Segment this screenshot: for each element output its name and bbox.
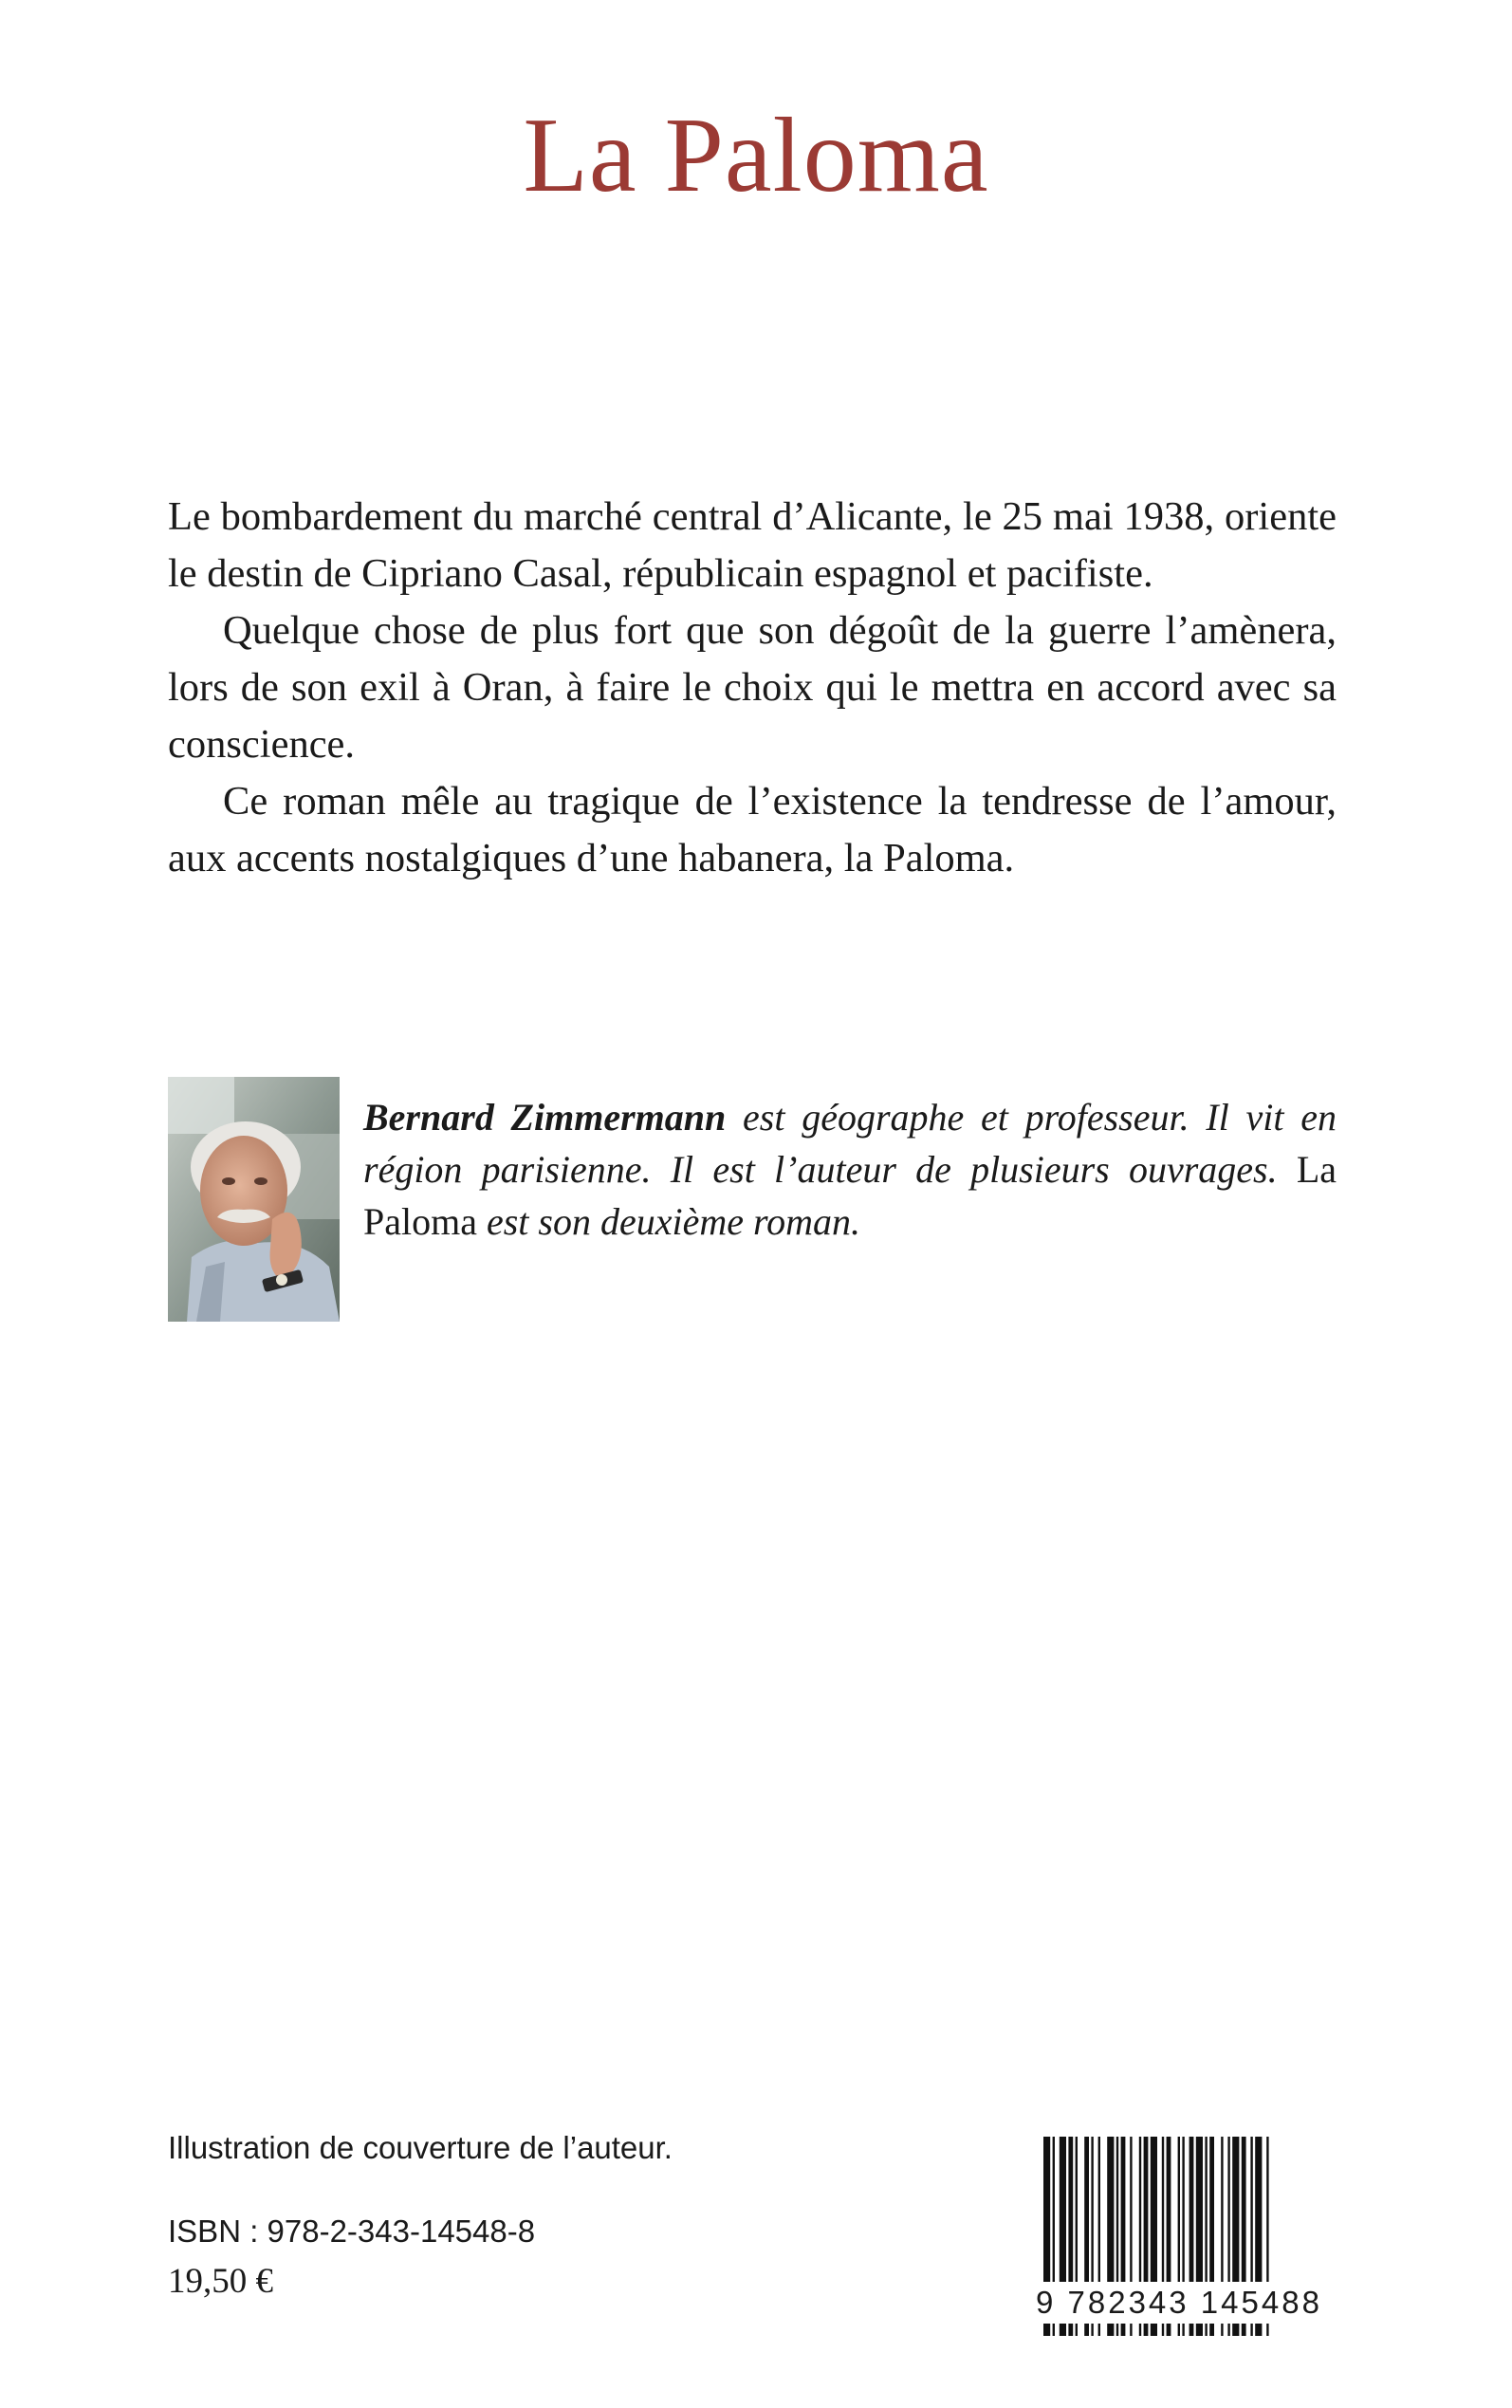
bio-text: est géographe et professeur. Il vit en région parisienne. Il est l’auteur de plusieurs ouvrages.	[363, 1096, 1337, 1191]
author-bio	[363, 1091, 1337, 1248]
illustration-credit: Illustration de couverture de l’auteur.	[168, 2130, 673, 2165]
synopsis	[168, 489, 1337, 887]
synopsis-paragraph: Quelque chose de plus fort que son dégoût de la guerre l’amènera, lors de son exil à Oran, à faire le choix qui le mettra en accord avec sa conscience.	[168, 608, 1337, 767]
synopsis-paragraph: Le bombardement du marché central d’Alicante, le 25 mai 1938, oriente le destin de Cipriano Casal, républicain espagnol et pacifiste.	[168, 494, 1337, 596]
author-name: Bernard Zimmermann	[363, 1096, 727, 1139]
bio-book-ref: La Paloma	[363, 1148, 1337, 1243]
synopsis-paragraph: Ce roman mêle au tragique de l’existence la tendresse de l’amour, aux accents nostalgiques d’une habanera, la Paloma.	[168, 779, 1337, 880]
price: 19,50 €	[168, 2262, 273, 2301]
isbn: ISBN : 978-2-343-14548-8	[168, 2214, 536, 2249]
barcode-digits: 9 782343 145488	[1036, 2282, 1337, 2324]
bio-text-end: est son deuxième roman.	[476, 1200, 860, 1243]
book-title: La Paloma	[523, 97, 989, 214]
author-photo	[168, 1077, 340, 1322]
